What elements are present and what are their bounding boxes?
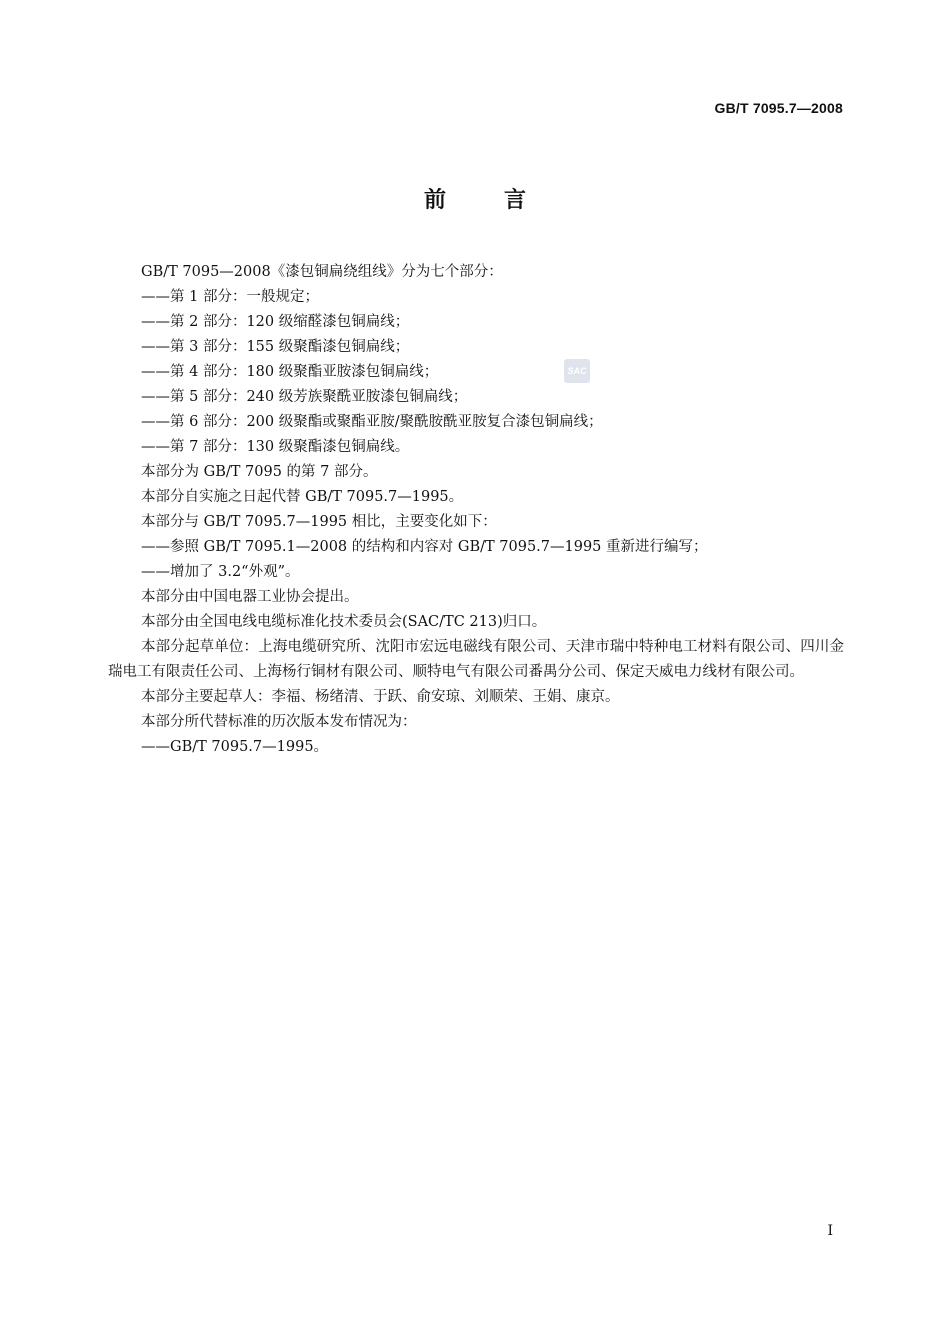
- page-number: I: [827, 1223, 833, 1239]
- list-item: ——参照 GB/T 7095.1—2008 的结构和内容对 GB/T 7095.7—1995 重新进行编写；: [141, 539, 708, 555]
- foreword-body: [108, 260, 844, 760]
- list-item: ——第 4 部分：180 级聚酯亚胺漆包铜扁线；: [141, 364, 439, 380]
- paragraph-drafting-units: 本部分起草单位：上海电缆研究所、沈阳市宏远电磁线有限公司、天津市瑞中特种电工材料有限公司、四川金瑞电工有限责任公司、上海杨行铜材有限公司、顺特电气有限公司番禺分公司、保定天威电力线材有限公司。: [108, 639, 844, 680]
- list-item: ——第 3 部分：155 级聚酯漆包铜扁线；: [141, 339, 410, 355]
- paragraph: 本部分由中国电器工业协会提出。: [141, 589, 359, 605]
- page-title: 前言: [423, 188, 584, 213]
- sac-watermark-logo: SAC: [564, 359, 590, 383]
- paragraph: 本部分由全国电线电缆标准化技术委员会(SAC/TC 213)归口。: [141, 614, 547, 630]
- paragraph: 本部分所代替标准的历次版本发布情况为：: [141, 714, 417, 730]
- list-item: ——第 1 部分：一般规定；: [141, 289, 319, 305]
- paragraph: 本部分为 GB/T 7095 的第 7 部分。: [141, 464, 378, 480]
- paragraph: 本部分与 GB/T 7095.7—1995 相比，主要变化如下：: [141, 514, 497, 530]
- paragraph: 本部分主要起草人：李福、杨绪清、于跃、俞安琼、刘顺荣、王娟、康京。: [141, 689, 620, 705]
- list-item: ——第 6 部分：200 级聚酯或聚酯亚胺/聚酰胺酰亚胺复合漆包铜扁线；: [141, 414, 603, 430]
- list-item: ——第 7 部分：130 级聚酯漆包铜扁线。: [141, 439, 410, 455]
- paragraph: 本部分自实施之日起代替 GB/T 7095.7—1995。: [141, 489, 464, 505]
- standard-number: GB/T 7095.7—2008: [714, 100, 843, 116]
- list-item: ——第 5 部分：240 级芳族聚酰亚胺漆包铜扁线；: [141, 389, 468, 405]
- list-item: ——第 2 部分：120 级缩醛漆包铜扁线；: [141, 314, 410, 330]
- paragraph: GB/T 7095—2008《漆包铜扁绕组线》分为七个部分：: [141, 264, 503, 280]
- list-item: ——GB/T 7095.7—1995。: [141, 739, 329, 755]
- list-item: ——增加了 3.2“外观”。: [141, 564, 300, 580]
